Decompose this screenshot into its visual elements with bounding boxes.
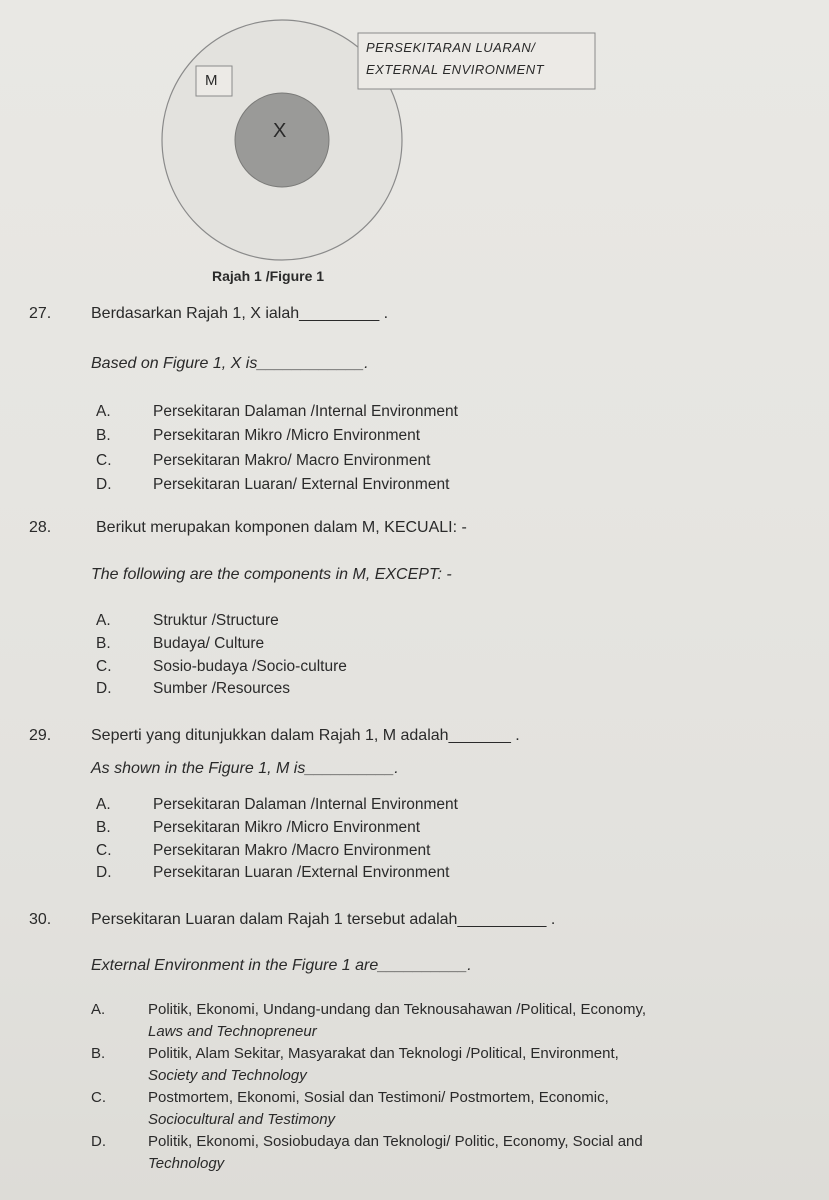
question-29-option-c[interactable]: C. Persekitaran Makro /Macro Environment	[96, 842, 431, 859]
question-27-number: 27.	[29, 305, 52, 322]
question-27-malay: Berdasarkan Rajah 1, X ialah_________ .	[91, 305, 389, 322]
question-29-english: As shown in the Figure 1, M is__________.	[91, 760, 399, 777]
question-29-option-b[interactable]: B. Persekitaran Mikro /Micro Environment	[96, 819, 421, 836]
question-30-option-a[interactable]: A. Politik, Ekonomi, Undang-undang dan Teknousahawan /Political, Economy, Laws and Technopreneur	[91, 1001, 647, 1040]
question-28-number: 28.	[29, 519, 52, 536]
question-29-option-d[interactable]: D. Persekitaran Luaran /External Environment	[96, 864, 450, 881]
question-30-option-b[interactable]: B. Politik, Alam Sekitar, Masyarakat dan Teknologi /Political, Environment, Society and Technology	[91, 1045, 619, 1084]
question-30-english: External Environment in the Figure 1 are__________.	[91, 957, 472, 974]
question-27-english: Based on Figure 1, X is____________.	[91, 355, 369, 372]
figure-caption: Rajah 1 /Figure 1	[212, 268, 325, 284]
question-28-option-b[interactable]: B. Budaya/ Culture	[96, 635, 265, 652]
question-30-option-c[interactable]: C. Postmortem, Ekonomi, Sosial dan Testimoni/ Postmortem, Economic, Sociocultural and Testimony	[91, 1089, 609, 1128]
m-label: M	[205, 72, 218, 89]
question-29-number: 29.	[29, 727, 52, 744]
question-29-malay: Seperti yang ditunjukkan dalam Rajah 1, M adalah_______ .	[91, 727, 520, 744]
external-env-label-line2: EXTERNAL ENVIRONMENT	[366, 62, 545, 77]
x-label: X	[273, 120, 287, 142]
external-env-label-line1: PERSEKITARAN LUARAN/	[366, 40, 536, 55]
question-30-malay: Persekitaran Luaran dalam Rajah 1 tersebut adalah__________ .	[91, 911, 556, 928]
question-29-option-a[interactable]: A. Persekitaran Dalaman /Internal Environment	[96, 796, 458, 813]
question-28-option-a[interactable]: A. Struktur /Structure	[96, 612, 279, 629]
question-28-option-d[interactable]: D. Sumber /Resources	[96, 680, 290, 697]
question-27-option-a[interactable]: A. Persekitaran Dalaman /Internal Environment	[96, 403, 458, 420]
question-28-malay: Berikut merupakan komponen dalam M, KECUALI: -	[96, 519, 467, 536]
question-27-option-c[interactable]: C. Persekitaran Makro/ Macro Environment	[96, 452, 431, 469]
question-28-english: The following are the components in M, EXCEPT: -	[91, 566, 452, 583]
question-28-option-c[interactable]: C. Sosio-budaya /Socio-culture	[96, 658, 347, 675]
question-30-option-d[interactable]: D. Politik, Ekonomi, Sosiobudaya dan Teknologi/ Politic, Economy, Social and Technology	[91, 1133, 643, 1172]
question-27-option-b[interactable]: B. Persekitaran Mikro /Micro Environment	[96, 427, 421, 444]
question-30-number: 30.	[29, 911, 52, 928]
question-27-option-d[interactable]: D. Persekitaran Luaran/ External Environment	[96, 476, 450, 493]
